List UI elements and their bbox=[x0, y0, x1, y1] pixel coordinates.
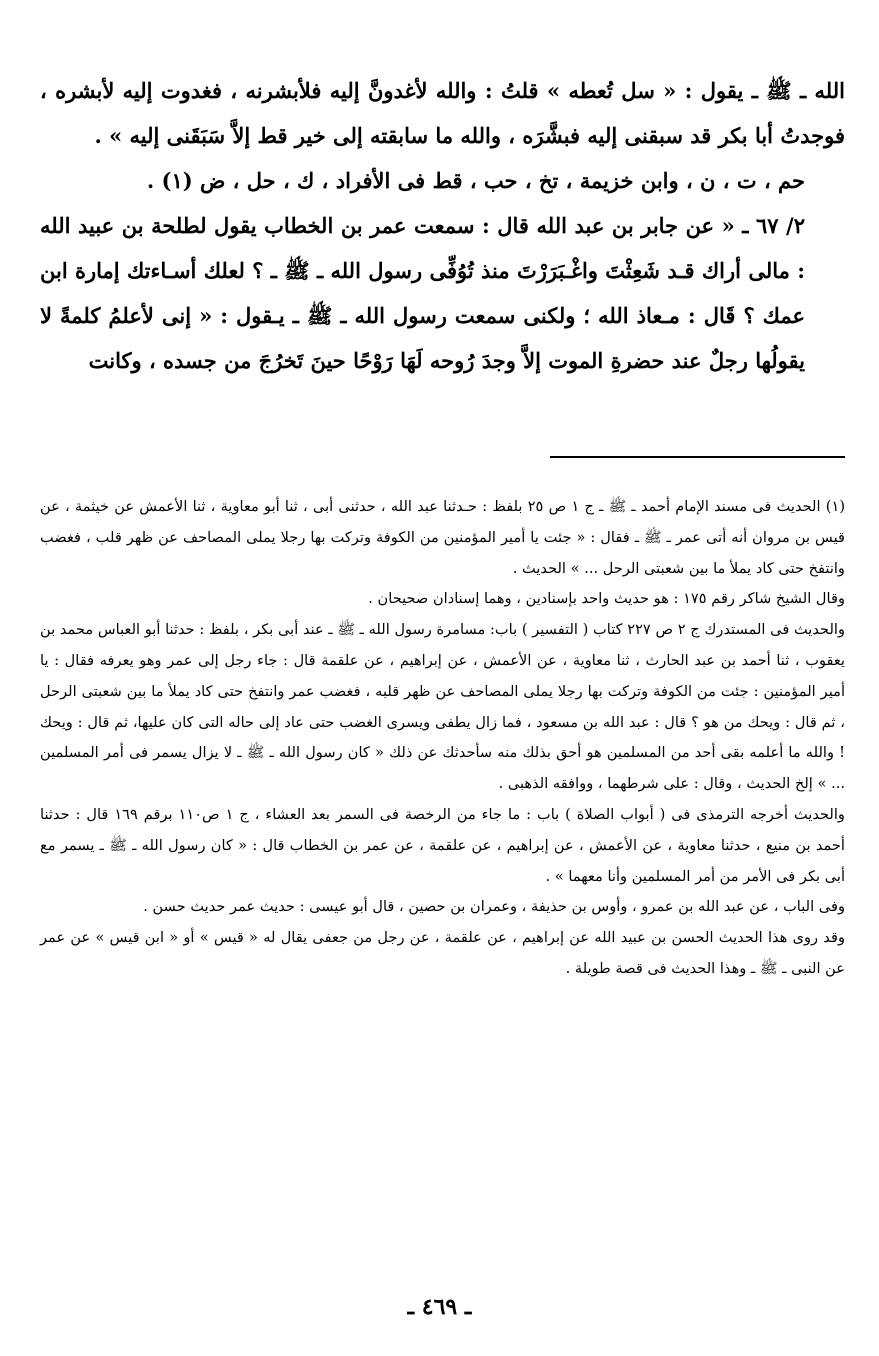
footnote-divider bbox=[550, 456, 845, 458]
footnote-paragraph: والحديث أخرجه الترمذى فى ( أبواب الصلاة ) باب : ما جاء من الرخصة فى السمر بعد العشاء ، ج ١ ص١١٠ برقم ١٦٩ قال : حدثنا أحمد بن منيع ، حدثنا معاوية ، عن الأعمش ، عن إبراهيم ، عن علقمة ، عن عمر بن الخطاب قال : « كان رسول الله ـ ﷺ ـ يسمر مع أبى بكر فى الأمر من أمر المسلمين وأنا معهما » . bbox=[40, 805, 845, 885]
page-number: ـ ٤٦٩ ـ bbox=[407, 1294, 472, 1320]
main-paragraph-sources: حم ، ت ، ن ، وابن خزيمة ، تخ ، حب ، قط فى الأفراد ، ك ، حل ، ض (١) . bbox=[146, 168, 805, 193]
footnote-paragraph: والحديث فى المستدرك ج ٢ ص ٢٢٧ كتاب ( التفسير ) باب: مسامرة رسول الله ـ ﷺ ـ عند أبى بكر ، بلفظ : حدثنا أبو العباس محمد بن يعقوب ، ثنا أحمد بن عبد الحارث ، ثنا معاوية ، عن الأعمش ، عن إبراهيم ، عن علقمة قال : جاء رجل إلى عمر وهو يعرفه فقال : يا أمير المؤمنين : جئت من الكوفة وتركت بها رجلا يملى المصاحف عن ظهر قلبه ، فغضب عمر وانتفخ حتى كاد يملأ ما بين شعبتى الرحل ، ثم قال : ويحك من هو ؟ قال : عبد الله بن مسعود ، فما زال يطفى ويسرى الغضب حتى عاد إلى حاله التى كان عليها، ثم قال : ويحك ! والله ما أعلمه بقى أحد من المسلمين هو أحق بذلك منه سأحدثك عن ذلك « كان رسول الله ـ ﷺ ـ لا يزال يسمر فى أمر المسلمين ... » إلخ الحديث ، وقال : على شرطهما ، ووافقه الذهبى . bbox=[40, 621, 845, 793]
footnote-paragraph: وفى الباب ، عن عبد الله بن عمرو ، وأوس بن حذيفة ، وعمران بن حصين ، قال أبو عيسى : حديث عمر حديث حسن . bbox=[143, 898, 845, 916]
main-paragraph-hadith: ٢/ ٦٧ ـ « عن جابر بن عبد الله قال : سمعت عمر بن الخطاب يقول لطلحة بن عبيد الله : مالى أراك قـد شَعِثْتَ واغْـبَرَرْتَ منذ تُوُفِّى رسول الله ـ ﷺ ـ ؟ لعلك أسـاءتك إمارة ابن عمك ؟ قَال : مـعاذ الله ؛ ولكنى سمعت رسول الله ـ ﷺ ـ يـقول : « إنى لأعلمُ كلمةً لا يقولُها رجلٌ عند حضرةِ الموت إلاَّ وجدَ رُوحه لَهَا رَوْحًا حينَ تَخرُجَ من جسده ، وكانت bbox=[40, 213, 805, 373]
main-text-block bbox=[40, 68, 845, 383]
footnote-paragraph: وقال الشيخ شاكر رقم ١٧٥ : هو حديث واحد بإسنادين ، وهما إسنادان صحيحان . bbox=[368, 590, 845, 608]
footnotes-block bbox=[40, 492, 845, 985]
footnote-1: (١) الحديث فى مسند الإمام أحمد ـ ﷺ ـ ج ١ ص ٢٥ بلفظ : حـدثنا عبد الله ، حدثنى أبى ، ثنا أبو معاوية ، ثنا الأعمش عن خيثمة ، عن قيس بن مروان أنه أتى عمر ـ ﷺ ـ فقال : « جئت يا أمير المؤمنين من الكوفة وتركت بها رجلا يملى المصاحف عن ظهر قلب ، فغضب وانتفخ حتى كاد يملأ ما بين شعبتى الرحل ... » الحديث . bbox=[40, 498, 846, 577]
main-paragraph: الله ـ ﷺ ـ يقول : « سل تُعطه » قلتُ : والله لأغدونَّ إليه فلأبشرنه ، فغدوت إليه لأبشره ، فوجدتُ أبا بكر قد سبقنى إليه فبشَّرَه ، والله ما سابقته إلى خير قط إلاَّ سَبَقَنى إليه » . bbox=[40, 78, 845, 148]
footnote-paragraph: وقد روى هذا الحديث الحسن بن عبيد الله عن إبراهيم ، عن علقمة ، عن رجل من جعفى يقال له « قيس » أو « ابن قيس » عن عمر عن النبى ـ ﷺ ـ وهذا الحديث فى قصة طويلة . bbox=[40, 929, 845, 977]
